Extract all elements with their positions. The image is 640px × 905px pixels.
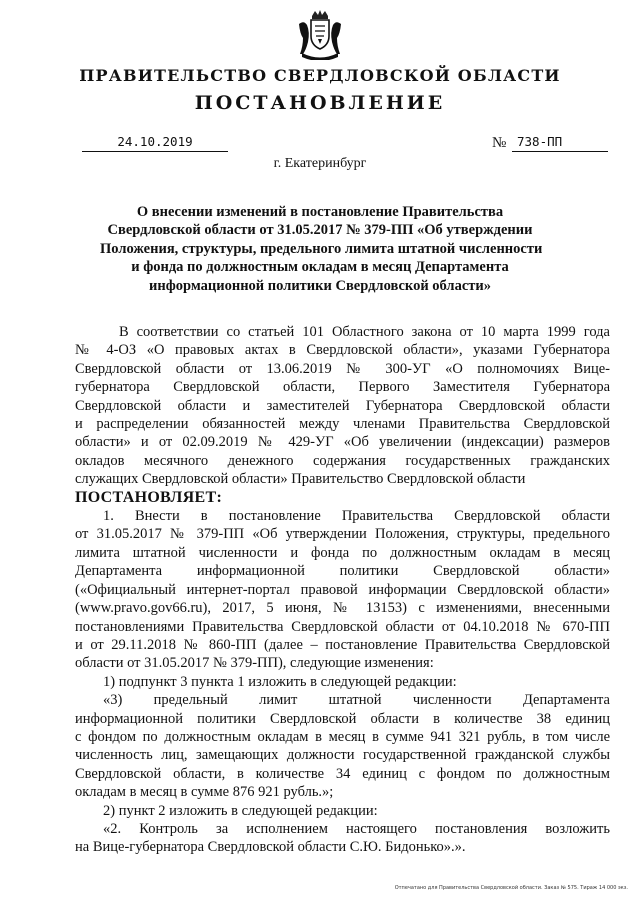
body-line: Свердловской области и заместителей Губернатора Свердловской области <box>75 397 610 414</box>
body-line: окладов месячного денежного содержания государственных гражданских <box>75 452 610 469</box>
body-line: от 31.05.2017 № 379-ПП «Об утверждении Положения, структуры, предельного <box>75 526 610 543</box>
sverdlovsk-coat-of-arms-icon <box>296 10 344 60</box>
body-line: области от 31.05.2017 № 379-ПП), следующие изменения: <box>75 655 434 672</box>
body-line: лимита штатной численности и фонда по должностным окладам в месяц <box>75 544 610 561</box>
title-line: Свердловской области от 31.05.2017 № 379-ПП «Об утверждении <box>107 222 533 239</box>
title-line: информационной политики Свердловской области» <box>149 277 491 294</box>
document-date: 24.10.2019 <box>82 133 228 152</box>
body-line: численность лиц, замещающих должности государственной гражданской службы <box>75 747 610 764</box>
body-line: информационной политики Свердловской области в количестве 38 единиц <box>75 710 610 727</box>
body-line: и распределении обязанностей между членами Правительства Свердловской <box>75 416 610 433</box>
body-line: («Официальный интернет-портал правовой информации Свердловской области» <box>75 581 610 598</box>
government-name: ПРАВИТЕЛЬСТВО СВЕРДЛОВСКОЙ ОБЛАСТИ <box>79 66 561 85</box>
body-line: на Вице-губернатора Свердловской области С.Ю. Бидонько».». <box>75 839 466 856</box>
body-line: с фондом по должностным окладам в месяц в сумме 941 321 рубль, в том числе <box>75 728 610 745</box>
body-line: губернатора Свердловской области, Первого Заместителя Губернатора <box>75 379 610 396</box>
body-line: «3) предельный лимит штатной численности Департамента <box>103 692 610 709</box>
body-line: Департамента информационной политики Свердловской области» <box>75 563 610 580</box>
document-type: ПОСТАНОВЛЕНИЕ <box>194 92 446 114</box>
document-number: 738-ПП <box>512 133 608 152</box>
body-line: № 4-ОЗ «О правовых актах в Свердловской области», указами Губернатора <box>75 342 610 359</box>
body-line: Свердловской области от 13.06.2019 № 300-УГ «О полномочиях Вице- <box>75 360 610 377</box>
body-line: Свердловской области, в количестве 34 единиц с фондом по должностным <box>75 765 610 782</box>
city-name: г. Екатеринбург <box>273 156 367 171</box>
body-line: и от 29.11.2018 № 860-ПП (далее – постановление Правительства Свердловской <box>75 636 610 653</box>
body-line: (www.pravo.gov66.ru), 2017, 5 июня, № 13153) с изменениями, внесенными <box>75 600 610 617</box>
print-footer: Отпечатано для Правительства Свердловской области. Заказ № 575. Тираж 14 000 экз. <box>394 885 628 891</box>
decree-heading: ПОСТАНОВЛЯЕТ: <box>75 488 223 506</box>
subitem-line: 2) пункт 2 изложить в следующей редакции: <box>103 802 378 819</box>
number-sign: № <box>492 135 507 151</box>
body-line: области» и от 02.09.2019 № 429-УГ «Об увеличении (индексации) размеров <box>75 434 610 451</box>
title-line: и фонда по должностным окладам в месяц Департамента <box>131 259 509 276</box>
subitem-line: 1) подпункт 3 пункта 1 изложить в следующей редакции: <box>103 673 457 690</box>
body-line: служащих Свердловской области» Правительство Свердловской области <box>75 471 526 488</box>
body-line: «2. Контроль за исполнением настоящего постановления возложить <box>103 820 610 837</box>
document-title <box>100 203 543 295</box>
document-body <box>75 323 610 857</box>
title-line: Положения, структуры, предельного лимита штатной численности <box>100 240 543 257</box>
body-line: В соответствии со статьей 101 Областного закона от 10 марта 1999 года <box>119 324 610 340</box>
body-line: окладам в месяц в сумме 876 921 рубль.»; <box>75 784 334 801</box>
title-line: О внесении изменений в постановление Правительства <box>136 204 504 220</box>
body-line: 1. Внести в постановление Правительства Свердловской области <box>103 508 610 525</box>
body-line: постановлениями Правительства Свердловской области от 04.10.2018 № 670-ПП <box>75 618 610 635</box>
